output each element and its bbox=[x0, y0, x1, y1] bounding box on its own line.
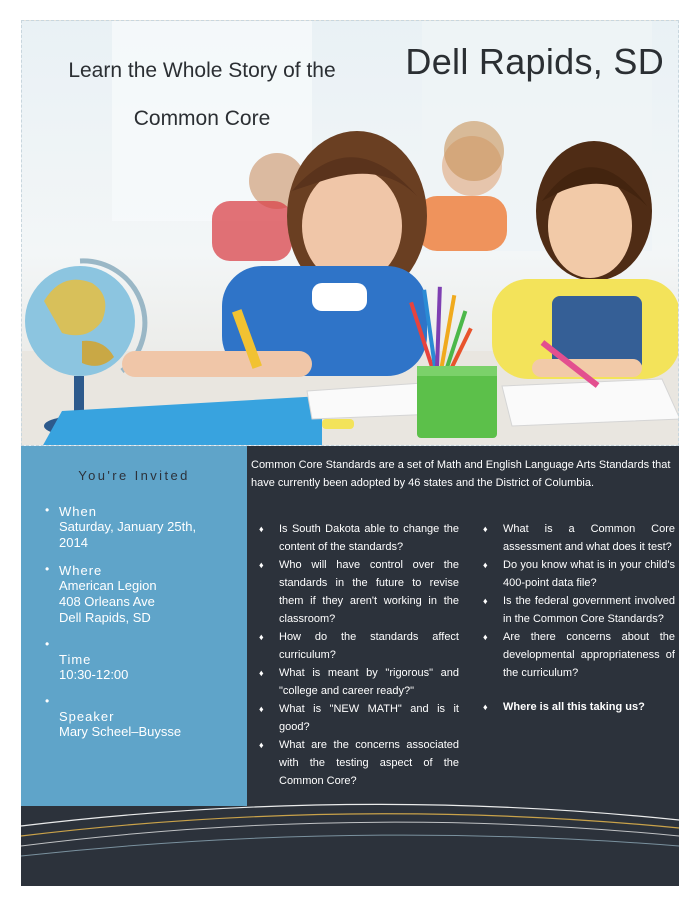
question-item: ♦ Do you know what is in your child's 400-point data file? bbox=[483, 556, 675, 592]
hero-title bbox=[52, 47, 352, 143]
detail-where bbox=[45, 563, 241, 626]
question-item: ♦ Is South Dakota able to change the content of the standards? bbox=[259, 520, 459, 556]
question-item: ♦ What is a Common Core assessment and what does it test? bbox=[483, 520, 675, 556]
invite-panel bbox=[21, 446, 247, 806]
detail-value: Mary Scheel–Buysse bbox=[59, 724, 182, 739]
questions-left-column bbox=[259, 520, 459, 790]
question-item: ♦ Are there concerns about the developmental appropriateness of the curriculum? bbox=[483, 628, 675, 682]
detail-label: • Speaker bbox=[59, 709, 115, 724]
location-title: Dell Rapids, SD bbox=[405, 41, 664, 82]
detail-value: 2014 bbox=[59, 535, 88, 550]
detail-when bbox=[45, 504, 241, 551]
flyer bbox=[21, 20, 679, 886]
detail-label: • When bbox=[59, 504, 97, 519]
detail-label: • Time bbox=[59, 652, 92, 667]
invite-heading: You're Invited bbox=[78, 468, 190, 483]
question-item: ♦ What are the concerns associated with the testing aspect of the Common Core? bbox=[259, 736, 459, 790]
question-item: ♦ How do the standards affect curriculum? bbox=[259, 628, 459, 664]
hero-photo bbox=[21, 20, 679, 446]
question-item: ♦ Is the federal government involved in the Common Core Standards? bbox=[483, 592, 675, 628]
hero-title-line2: Common Core bbox=[133, 107, 271, 130]
questions-right-column bbox=[483, 520, 675, 716]
detail-value: 408 Orleans Ave bbox=[59, 594, 155, 609]
detail-value: Dell Rapids, SD bbox=[59, 610, 151, 625]
detail-time bbox=[45, 638, 241, 683]
detail-value: American Legion bbox=[59, 578, 157, 593]
hero-title-line1: Learn the Whole Story of the bbox=[68, 59, 336, 82]
event-details bbox=[45, 504, 241, 752]
detail-value: 10:30-12:00 bbox=[59, 667, 129, 682]
decorative-swoosh bbox=[21, 790, 679, 886]
closing-question: ♦ Where is all this taking us? bbox=[483, 698, 675, 716]
question-item: ♦ What is "NEW MATH" and is it good? bbox=[259, 700, 459, 736]
intro-paragraph: Common Core Standards are a set of Math and English Language Arts Standards that have currently been adopted by 46 states and the District of Columbia. bbox=[251, 459, 671, 489]
detail-value: Saturday, January 25th, bbox=[59, 519, 197, 534]
detail-speaker bbox=[45, 695, 241, 740]
question-item: ♦ What is meant by "rigorous" and "college and career ready?" bbox=[259, 664, 459, 700]
detail-label: • Where bbox=[59, 563, 103, 578]
question-item: ♦ Who will have control over the standards in the future to revise them if they aren't working in the classroom? bbox=[259, 556, 459, 628]
